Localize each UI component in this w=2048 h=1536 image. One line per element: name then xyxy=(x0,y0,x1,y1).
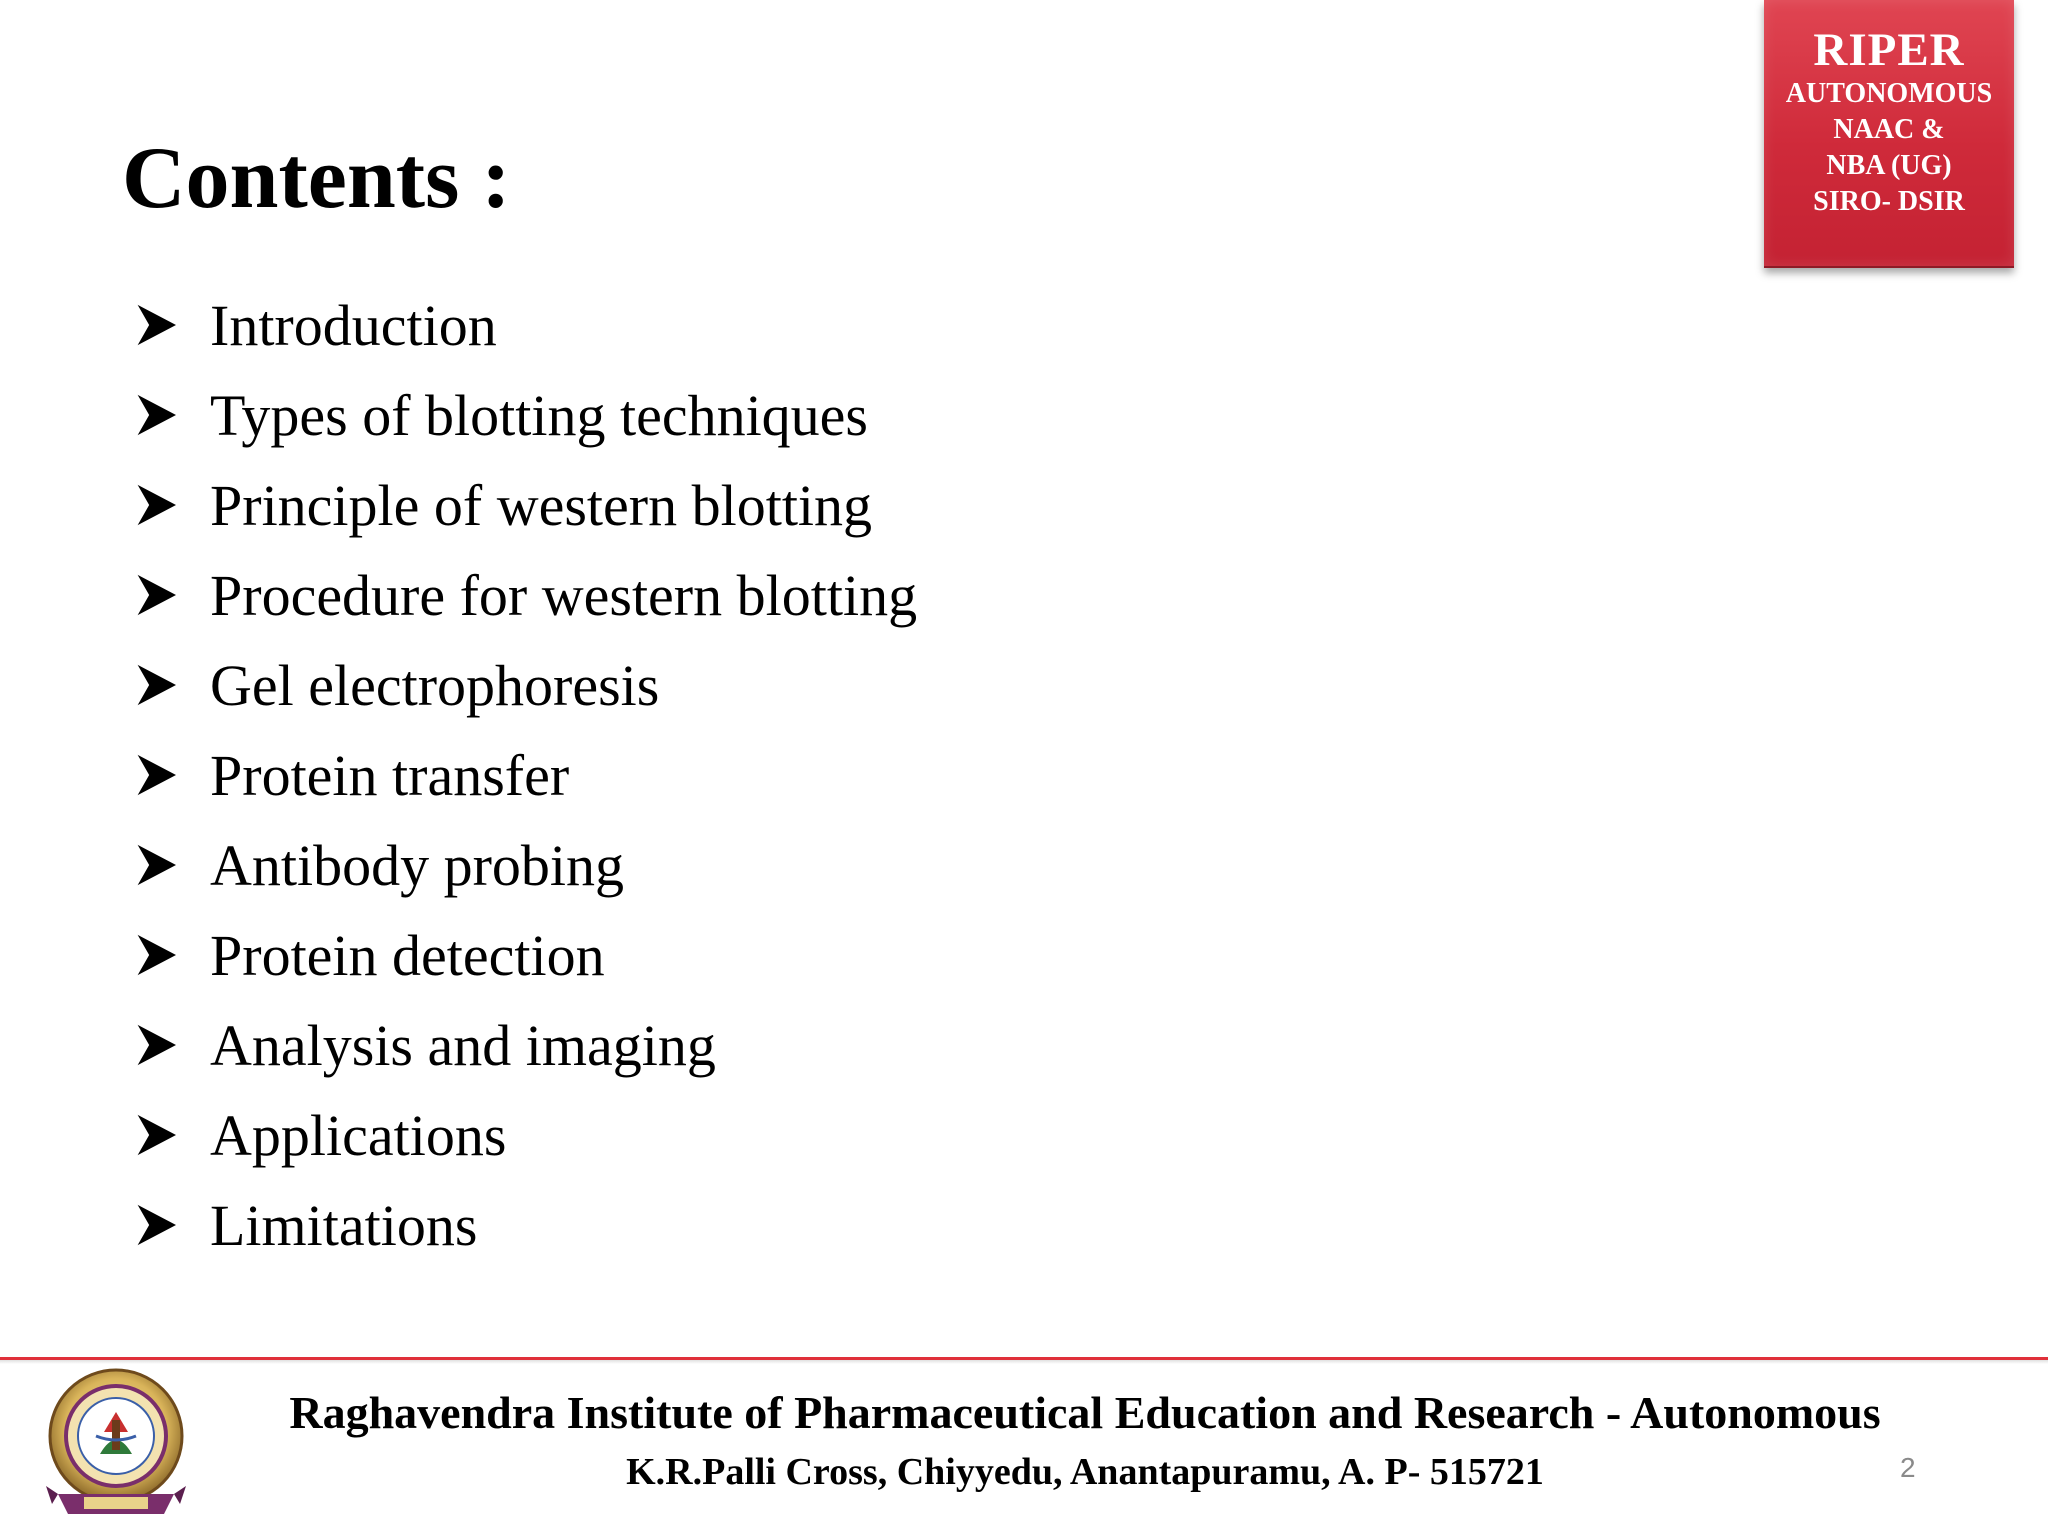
list-item xyxy=(134,370,917,460)
list-item xyxy=(134,1000,917,1090)
list-item-label: Protein transfer xyxy=(210,742,570,808)
institute-name: Raghavendra Institute of Pharmaceutical Education and Research - Autonomous xyxy=(289,1387,1881,1438)
list-item xyxy=(134,1090,917,1180)
list-item xyxy=(134,820,917,910)
badge-title: RIPER xyxy=(1813,24,1965,76)
arrow-bullet-icon xyxy=(134,752,178,798)
accreditation-badge xyxy=(1764,0,2014,268)
list-item-label: Applications xyxy=(210,1102,507,1168)
list-item xyxy=(134,550,917,640)
arrow-bullet-icon xyxy=(134,1112,178,1158)
list-item xyxy=(134,730,917,820)
arrow-bullet-icon xyxy=(134,662,178,708)
badge-line-siro: SIRO- DSIR xyxy=(1813,186,1965,217)
arrow-bullet-icon xyxy=(134,302,178,348)
arrow-bullet-icon xyxy=(134,1202,178,1248)
list-item-label: Principle of western blotting xyxy=(210,472,873,538)
arrow-bullet-icon xyxy=(134,842,178,888)
list-item-label: Types of blotting techniques xyxy=(210,382,868,448)
institute-seal-logo xyxy=(40,1366,192,1526)
arrow-bullet-icon xyxy=(134,572,178,618)
institute-address: K.R.Palli Cross, Chiyyedu, Anantapuramu, A. P- 515721 xyxy=(626,1451,1544,1493)
footer-divider-shadow xyxy=(0,1360,2048,1364)
arrow-bullet-icon xyxy=(134,1022,178,1068)
page-number: 2 xyxy=(1900,1452,1916,1483)
list-item-label: Analysis and imaging xyxy=(210,1012,716,1078)
list-item-label: Antibody probing xyxy=(210,832,625,898)
list-item xyxy=(134,280,917,370)
list-item-label: Limitations xyxy=(210,1192,478,1258)
list-item-label: Introduction xyxy=(210,292,497,358)
contents-list xyxy=(134,280,917,1270)
list-item xyxy=(134,460,917,550)
list-item xyxy=(134,640,917,730)
badge-line-autonomous: AUTONOMOUS xyxy=(1785,78,1993,109)
list-item-label: Procedure for western blotting xyxy=(210,562,918,628)
arrow-bullet-icon xyxy=(134,392,178,438)
list-item-label: Gel electrophoresis xyxy=(210,652,660,718)
badge-line-naac: NAAC & xyxy=(1833,114,1945,145)
list-item-label: Protein detection xyxy=(210,922,605,988)
arrow-bullet-icon xyxy=(134,932,178,978)
list-item xyxy=(134,1180,917,1270)
arrow-bullet-icon xyxy=(134,482,178,528)
slide-title: Contents : xyxy=(122,130,511,227)
badge-line-nba: NBA (UG) xyxy=(1826,150,1952,181)
list-item xyxy=(134,910,917,1000)
